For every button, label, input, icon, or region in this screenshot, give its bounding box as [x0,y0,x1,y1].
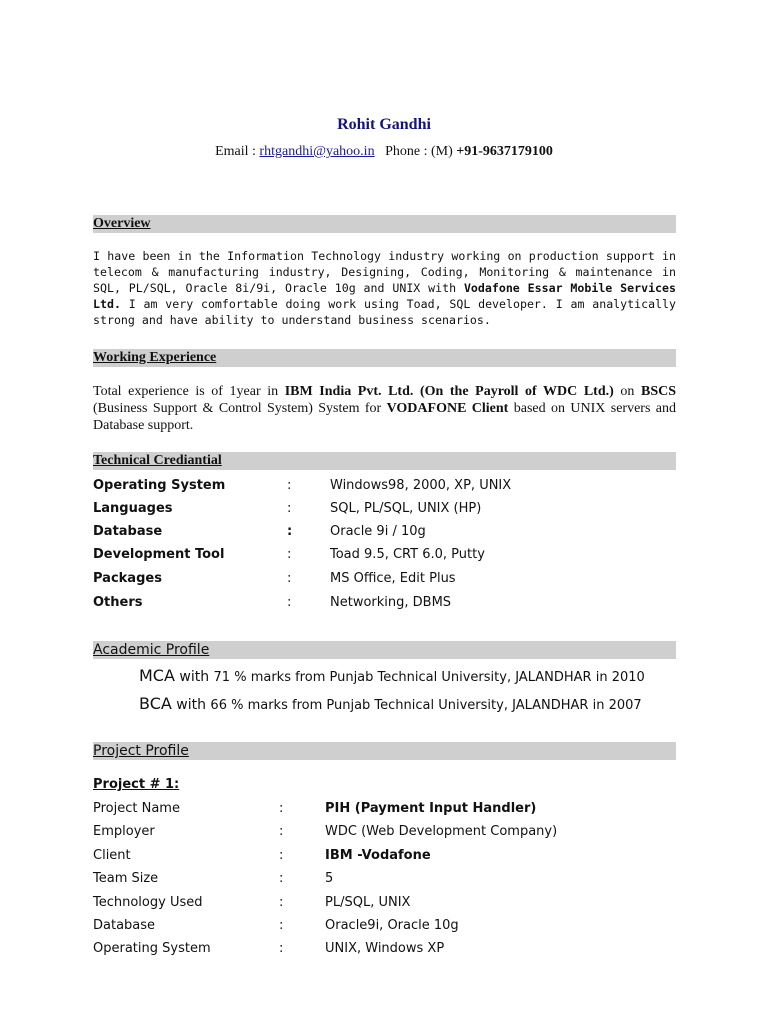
tech-value: Toad 9.5, CRT 6.0, Putty [330,547,485,562]
tech-row [93,501,676,521]
tech-label: Operating System [93,478,226,493]
project-value: WDC (Web Development Company) [325,824,558,839]
academic-detail: 71 % marks from Punjab Technical University, JALANDHAR in 2010 [213,670,645,685]
tech-value: SQL, PL/SQL, UNIX (HP) [330,501,482,516]
experience-text [93,383,676,434]
project-colon: : [279,801,284,816]
overview-company: Vodafone Essar Mobile Services Ltd. [93,281,676,311]
tech-label: Languages [93,501,173,516]
project-colon: : [279,918,284,933]
project-value: UNIX, Windows XP [325,941,445,956]
experience-section-bar [93,349,676,367]
project-label: Employer [93,824,155,839]
tech-value: Windows98, 2000, XP, UNIX [330,478,512,493]
tech-row [93,571,676,591]
project-row [93,895,676,915]
project-label: Client [93,848,131,863]
phone-number: +91-9637179100 [456,144,553,159]
project-row [93,848,676,868]
academic-section-bar [93,641,676,659]
project-row [93,801,676,821]
academic-row [139,666,699,685]
phone-label: Phone : (M) [385,144,457,159]
tech-label: Database [93,524,163,539]
project-label: Project Name [93,801,180,816]
experience-system: BSCS [640,384,677,399]
tech-colon: : [287,524,293,539]
project-section-bar [93,742,676,760]
tech-label: Others [93,595,143,610]
contact-line [0,144,768,160]
tech-colon: : [287,571,292,586]
project-label: Technology Used [93,895,203,910]
tech-colon: : [287,547,292,562]
project-value: Oracle9i, Oracle 10g [325,918,459,933]
tech-colon: : [287,478,292,493]
experience-title: Working Experience [93,350,217,365]
tech-colon: : [287,595,292,610]
tech-row [93,547,676,567]
experience-company: IBM India Pvt. Ltd. (On the Payroll of WDC Ltd.) [284,384,614,399]
tech-colon: : [287,501,292,516]
candidate-name: Rohit Gandhi [337,116,431,133]
academic-with: with [174,669,214,685]
overview-section-bar [93,215,676,233]
academic-degree: BCA [139,694,172,713]
project-value: PL/SQL, UNIX [325,895,411,910]
tech-row [93,595,676,615]
project-value: PIH (Payment Input Handler) [325,801,537,816]
email-link[interactable]: rhtgandhi@yahoo.in [259,144,375,159]
tech-label: Packages [93,571,162,586]
project-title: Project Profile [93,743,189,759]
overview-text-part: I have been in the Information Technology industry working on production support in telecom & manufacturing industry, Designing, Coding, Monitoring & maintenance in SQL, PL/SQL, Oracle 8i/9i, Oracle 10g and UNIX with [93,249,676,295]
project-colon: : [279,895,284,910]
academic-row [139,694,699,713]
academic-with: with [171,697,211,713]
project-heading: Project # 1: [93,777,180,792]
project-row [93,871,676,891]
tech-value: MS Office, Edit Plus [330,571,456,586]
overview-text-part: I am very comfortable doing work using Toad, SQL developer. I am analytically strong and have ability to understand business scenarios. [93,297,676,327]
academic-detail: 66 % marks from Punjab Technical University, JALANDHAR in 2007 [210,698,642,713]
technical-title: Technical Crediantial [93,453,222,468]
project-row [93,941,676,961]
tech-row [93,478,676,498]
overview-text [93,248,676,328]
project-colon: : [279,824,284,839]
project-colon: : [279,871,284,886]
tech-row [93,524,676,544]
email-label: Email : [215,144,260,159]
experience-text-part: on [613,384,641,399]
experience-text-part: based on UNIX servers and Database support. [93,401,676,433]
tech-label: Development Tool [93,547,225,562]
project-value: 5 [325,871,334,886]
experience-client: VODAFONE Client [386,401,509,416]
experience-text-part: Total experience is of 1year in [93,384,285,399]
overview-title: Overview [93,216,151,231]
experience-text-part: (Business Support & Control System) System for [93,401,387,416]
tech-value: Oracle 9i / 10g [330,524,426,539]
project-colon: : [279,848,284,863]
tech-value: Networking, DBMS [330,595,452,610]
technical-section-bar [93,452,676,470]
academic-degree: MCA [139,666,175,685]
project-label: Database [93,918,156,933]
academic-title: Academic Profile [93,642,210,658]
project-row [93,824,676,844]
project-row [93,918,676,938]
project-label: Operating System [93,941,211,956]
project-colon: : [279,941,284,956]
project-label: Team Size [93,871,159,886]
project-value: IBM -Vodafone [325,848,431,863]
